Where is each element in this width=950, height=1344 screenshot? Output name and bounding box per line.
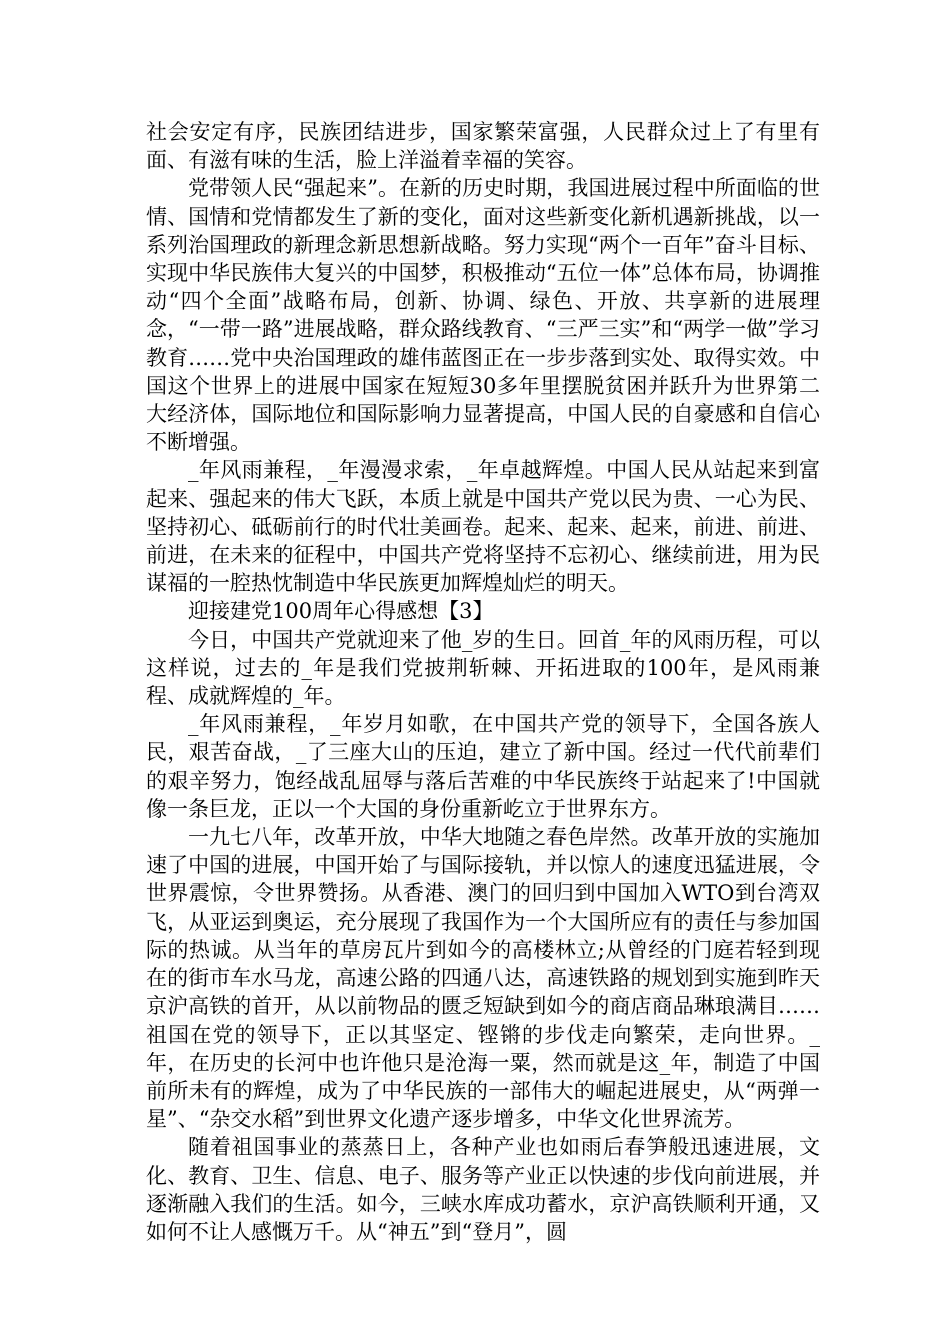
document-page [146,118,820,1246]
paragraph-strong: 党带领人民“强起来”。在新的历史时期，我国进展过程中所面临的世情、国情和党情都发生了新的变化，面对这些新变化新机遇新挑战，以一系列治国理政的新理念新思想新战略。努力实现“两个一百年”奋斗目标、实现中华民族伟大复兴的中国梦，积极推动“五位一体”总体布局，协调推动“四个全面”战略布局，创新、协调、绿色、开放、共享新的进展理念，“一带一路”进展战略，群众路线教育、“三严三实”和“两学一做”学习教育……党中央治国理政的雄伟蓝图正在一步步落到实处、取得实效。中国这个世界上的进展中国家在短短30多年里摆脱贫困并跃升为世界第二大经济体，国际地位和国际影响力显著提高，中国人民的自豪感和自信心不断增强。 [146,176,820,455]
paragraph-industry: 随着祖国事业的蒸蒸日上，各种产业也如雨后春笋般迅速进展，文化、教育、卫生、信息、电子、服务等产业正以快速的步伐向前进展，并逐渐融入我们的生活。如今，三峡水库成功蓄水，京沪高铁顺利开通，又如何不让人感慨万千。从“神五”到“登月”，圆 [146,1135,820,1244]
paragraph-reform: 一九七八年，改革开放，中华大地随之春色岸然。改革开放的实施加速了中国的进展，中国开始了与国际接轨，并以惊人的速度迅猛进展，令世界震惊，令世界赞扬。从香港、澳门的回归到中国加入WTO到台湾双飞，从亚运到奥运，充分展现了我国作为一个大国所应有的责任与参加国际的热诚。从当年的草房瓦片到如今的高楼林立;从曾经的门庭若轻到现在的街市车水马龙，高速公路的四通八达，高速铁路的规划到实施到昨天京沪高铁的首开，从以前物品的匮乏短缺到如今的商店商品琳琅满目……祖国在党的领导下，正以其坚定、铿锵的步伐走向繁荣，走向世界。_年，在历史的长河中也许他只是沧海一粟，然而就是这_年，制造了中国前所未有的辉煌，成为了中华民族的一部伟大的崛起进展史，从“两弹一星”、“杂交水稻”到世界文化遗产逐步增多，中华文化世界流芳。 [146,825,820,1132]
paragraph-founding: _年风雨兼程，_年岁月如歌，在中国共产党的领导下，全国各族人民，艰苦奋战，_了三座大山的压迫，建立了新中国。经过一代代前辈们的艰辛努力，饱经战乱屈辱与落后苦难的中华民族终于站起来了!中国就像一条巨龙，正以一个大国的身份重新屹立于世界东方。 [146,712,820,821]
paragraph-journey: _年风雨兼程，_年漫漫求索，_年卓越辉煌。中国人民从站起来到富起来、强起来的伟大飞跃，本质上就是中国共产党以民为贵、一心为民、坚持初心、砥砺前行的时代壮美画卷。起来、起来、起来，前进、前进、前进，在未来的征程中，中国共产党将坚持不忘初心、继续前进，用为民谋福的一腔热忱制造中华民族更加辉煌灿烂的明天。 [146,458,820,596]
paragraph-birthday: 今日，中国共产党就迎来了他_岁的生日。回首_年的风雨历程，可以这样说，过去的_年是我们党披荆斩棘、开拓进取的100年，是风雨兼程、成就辉煌的_年。 [146,627,820,709]
paragraph-continuation: 社会安定有序，民族团结进步，国家繁荣富强，人民群众过上了有里有面、有滋有味的生活，脸上洋溢着幸福的笑容。 [146,120,820,173]
section-heading: 迎接建党100周年心得感想【3】 [188,599,494,624]
